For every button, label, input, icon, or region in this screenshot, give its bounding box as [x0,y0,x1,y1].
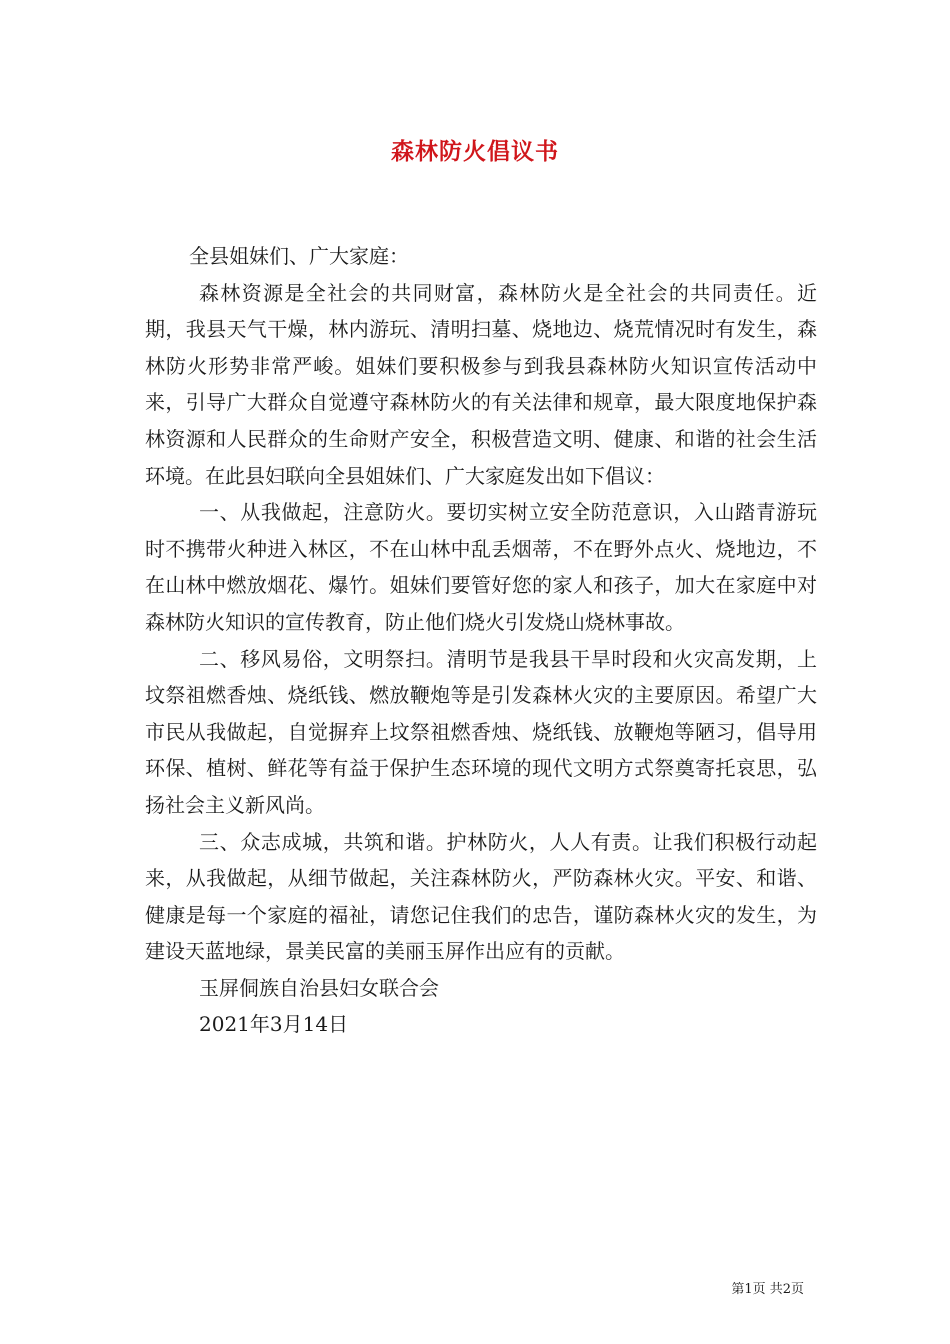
salutation: 全县姐妹们、广大家庭： [189,244,409,268]
document-title: 森林防火倡议书 [391,139,559,165]
page-number: 第1页 共2页 [731,1282,804,1297]
paragraph-proposal-3: 三、众志成城，共筑和谐。护林防火，人人有责。让我们积极行动起来，从我做起，从细节做起，关注森林防火，严防森林火灾。平安、和谐、健康是每一个家庭的福祉，请您记住我们的忠告，谨防森林火灾的发生，为建设天蓝地绿，景美民富的美丽玉屏作出应有的贡献。 [145,829,817,964]
paragraph-proposal-1: 一、从我做起，注意防火。要切实树立安全防范意识，入山踏青游玩时不携带火种进入林区，不在山林中乱丢烟蒂，不在野外点火、烧地边，不在山林中燃放烟花、爆竹。姐妹们要管好您的家人和孩子，加大在家庭中对森林防火知识的宣传教育，防止他们烧火引发烧山烧林事故。 [145,500,817,634]
signature-organization: 玉屏侗族自治县妇女联合会 [199,975,439,1000]
paragraph-intro: 森林资源是全社会的共同财富，森林防火是全社会的共同责任。近期，我县天气干燥，林内游玩、清明扫墓、烧地边、烧荒情况时有发生，森林防火形势非常严峻。姐妹们要积极参与到我县森林防火知识宣传活动中来，引导广大群众自觉遵守森林防火的有关法律和规章，最大限度地保护森林资源和人民群众的生命财产安全，积极营造文明、健康、和谐的社会生活环境。在此县妇联向全县姐妹们、广大家庭发出如下倡议： [145,280,817,488]
document-body [145,238,817,1043]
signature-date: 2021年3月14日 [199,1012,349,1037]
paragraph-proposal-2: 二、移风易俗，文明祭扫。清明节是我县干旱时段和火灾高发期，上坟祭祖燃香烛、烧纸钱、燃放鞭炮等是引发森林火灾的主要原因。希望广大市民从我做起，自觉摒弃上坟祭祖燃香烛、烧纸钱、放鞭炮等陋习，倡导用环保、植树、鲜花等有益于保护生态环境的现代文明方式祭奠寄托哀思，弘扬社会主义新风尚。 [145,646,817,817]
page-footer [0,1278,950,1297]
